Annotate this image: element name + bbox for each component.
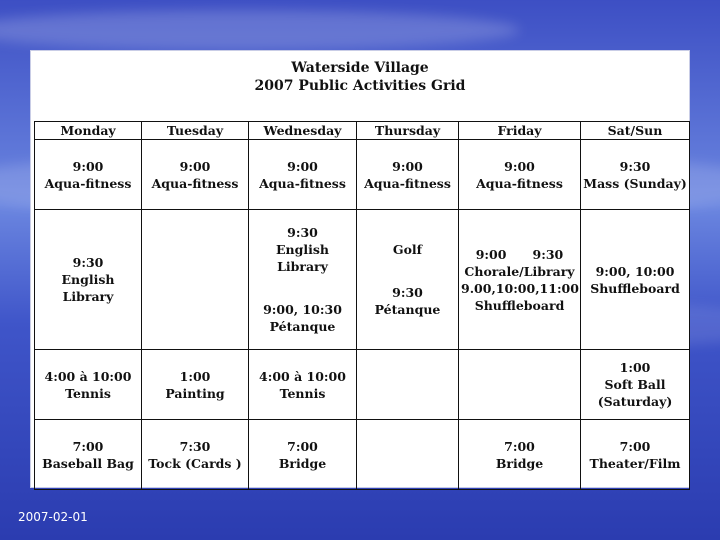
cell-text-line: 9:30 bbox=[72, 255, 104, 270]
schedule-cell bbox=[142, 350, 249, 420]
header-row bbox=[35, 122, 690, 140]
day-header-thursday: Thursday bbox=[357, 122, 459, 140]
cell-text-line: Aqua-fitness bbox=[364, 175, 451, 191]
cell-text-line: 7:00 bbox=[287, 438, 318, 454]
cell-text-line: Tock (Cards ) bbox=[148, 455, 242, 471]
cell-text-line: 9:30 bbox=[287, 225, 318, 240]
cell-text-line: 4:00 à 10:00 bbox=[44, 368, 132, 384]
cell-text-line: 9:00 9:30 bbox=[475, 246, 564, 262]
cell-text-line: 1:00 bbox=[179, 368, 211, 384]
cell-text-line: Soft Ball bbox=[604, 377, 666, 392]
cell-text-line: Shuffleboard bbox=[590, 280, 680, 296]
schedule-cell bbox=[249, 210, 357, 350]
cell-text-line: 9:00 bbox=[179, 158, 211, 174]
schedule-cell bbox=[142, 140, 249, 210]
cell-text-line: 9:30 bbox=[392, 285, 423, 300]
cell-spacer bbox=[359, 258, 456, 284]
schedule-cell bbox=[357, 350, 459, 420]
schedule-document bbox=[30, 50, 690, 488]
schedule-cell bbox=[249, 140, 357, 210]
cell-text-line: 9:00, 10:00 bbox=[595, 263, 675, 279]
schedule-cell bbox=[142, 420, 249, 490]
cell-text-line: Shuffleboard bbox=[474, 297, 565, 313]
cell-text-line: 4:00 à 10:00 bbox=[259, 368, 346, 384]
cell-text-line: 1:00 bbox=[619, 360, 651, 375]
background-streak bbox=[0, 10, 520, 50]
schedule-cell bbox=[357, 420, 459, 490]
document-title bbox=[31, 59, 689, 95]
cell-text-line: Tennis bbox=[279, 385, 326, 401]
schedule-cell bbox=[581, 140, 690, 210]
cell-text-line: Pétanque bbox=[374, 302, 441, 317]
cell-text-line: English bbox=[276, 242, 329, 257]
cell-text-line: Bridge bbox=[278, 455, 327, 471]
schedule-cell bbox=[142, 210, 249, 350]
cell-text-line: Aqua-fitness bbox=[476, 175, 563, 191]
schedule-cell bbox=[581, 350, 690, 420]
cell-text-line: Library bbox=[62, 289, 114, 304]
schedule-cell bbox=[459, 420, 581, 490]
cell-text-line: 9:00 bbox=[504, 158, 535, 174]
cell-text-line: Painting bbox=[165, 385, 225, 401]
schedule-cell bbox=[35, 350, 142, 420]
cell-text-line: Tennis bbox=[65, 385, 111, 401]
cell-text-line: 9:00 bbox=[287, 158, 318, 174]
schedule-cell bbox=[459, 140, 581, 210]
cell-text-line: 9:30 bbox=[619, 158, 651, 174]
cell-text-line: 9:00, 10:30 bbox=[263, 302, 342, 317]
cell-text-line: Pétanque bbox=[269, 319, 336, 334]
cell-text-line: (Saturday) bbox=[597, 394, 673, 409]
title-line-1: Waterside Village bbox=[291, 60, 429, 76]
schedule-cell bbox=[459, 210, 581, 350]
schedule-cell bbox=[357, 140, 459, 210]
schedule-cell bbox=[35, 420, 142, 490]
cell-text-line: English bbox=[61, 272, 115, 287]
cell-text-line: 7:00 bbox=[504, 438, 535, 454]
day-header-monday: Monday bbox=[35, 122, 142, 140]
schedule-cell bbox=[249, 420, 357, 490]
day-header-wednesday: Wednesday bbox=[249, 122, 357, 140]
schedule-cell bbox=[459, 350, 581, 420]
cell-text-line: Aqua-fitness bbox=[44, 175, 132, 191]
slide-date: 2007-02-01 bbox=[18, 510, 88, 524]
cell-text-line: Chorale/Library bbox=[464, 263, 575, 279]
day-header-friday: Friday bbox=[459, 122, 581, 140]
time-slot-row bbox=[35, 350, 690, 420]
schedule-cell bbox=[35, 210, 142, 350]
time-slot-row bbox=[35, 210, 690, 350]
time-slot-row bbox=[35, 420, 690, 490]
cell-text-line: Golf bbox=[392, 242, 423, 257]
time-slot-row bbox=[35, 140, 690, 210]
schedule-cell bbox=[581, 210, 690, 350]
cell-text-line: 9:00 bbox=[392, 158, 423, 174]
cell-text-line: 7:00 bbox=[72, 438, 104, 454]
cell-text-line: Mass (Sunday) bbox=[583, 175, 687, 191]
schedule-cell bbox=[249, 350, 357, 420]
cell-text-line: 7:30 bbox=[179, 438, 211, 454]
cell-text-line: Aqua-fitness bbox=[259, 175, 346, 191]
cell-text-line: 7:00 bbox=[619, 438, 651, 454]
cell-text-line: Bridge bbox=[495, 455, 544, 471]
schedule-cell bbox=[357, 210, 459, 350]
activities-grid bbox=[34, 121, 690, 490]
cell-text-line: Library bbox=[277, 259, 328, 274]
cell-text-line: Baseball Bag bbox=[42, 455, 134, 471]
cell-text-line: Theater/Film bbox=[589, 455, 681, 471]
cell-text-line: 9.00,10:00,11:00 bbox=[461, 280, 579, 296]
title-line-2: 2007 Public Activities Grid bbox=[254, 78, 466, 94]
cell-text-line: Aqua-fitness bbox=[151, 175, 239, 191]
schedule-cell bbox=[35, 140, 142, 210]
cell-text-line: 9:00 bbox=[72, 158, 104, 174]
day-header-sat-sun: Sat/Sun bbox=[581, 122, 690, 140]
schedule-cell bbox=[581, 420, 690, 490]
cell-spacer bbox=[251, 275, 354, 301]
day-header-tuesday: Tuesday bbox=[142, 122, 249, 140]
